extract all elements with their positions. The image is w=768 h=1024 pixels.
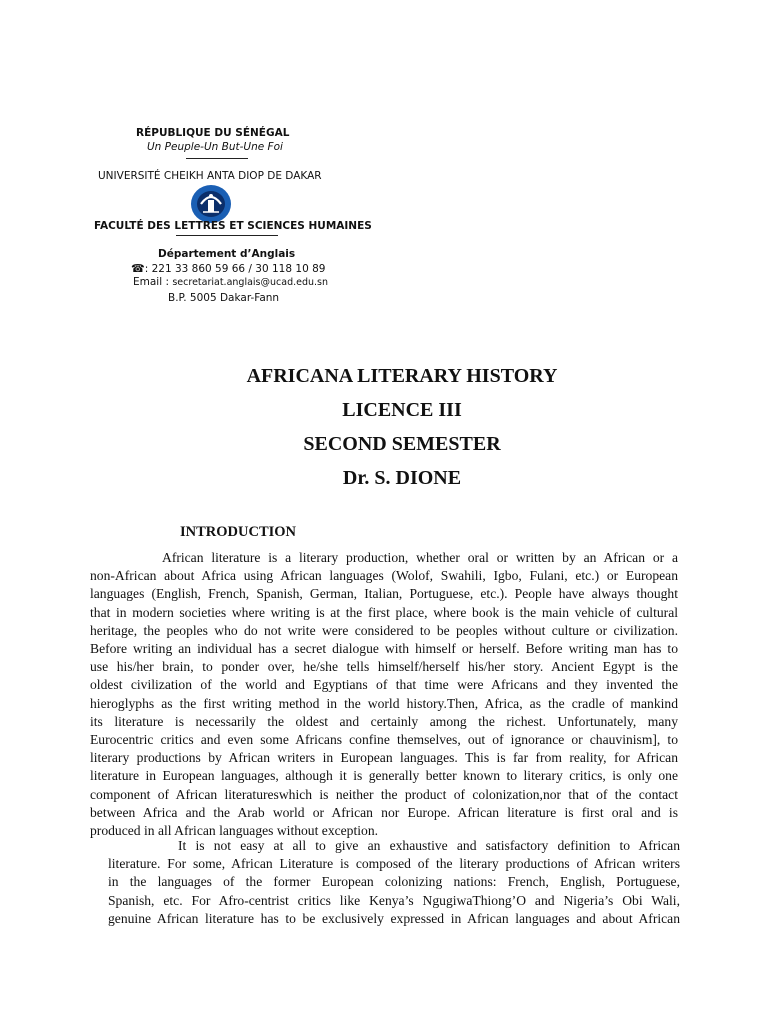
phone-number: : 221 33 860 59 66 / 30 118 10 89 (144, 263, 326, 275)
email-line (133, 276, 328, 288)
paragraph-line: between Africa and the Arab world or African nor Europe. African literature is first oral and is (90, 804, 678, 820)
national-motto: Un Peuple-Un But-Une Foi (147, 141, 283, 153)
paragraph-line: hieroglyphs as the first writing method in the world history.Then, Africa, as the cradle of mankind (90, 695, 678, 711)
email-address[interactable]: secretariat.anglais@ucad.edu.sn (172, 277, 329, 288)
paragraph-line: literary productions by African writers in European languages. This is far from reality, for African (90, 750, 678, 766)
paragraph-line: Spanish, etc. For Afro-centrist critics like Kenya’s NgugiwaThiong’O and Nigeria’s Obi Wali, (108, 892, 680, 908)
paragraph-line: literature. For some, African Literature is composed of the literary productions of African writers (108, 856, 680, 872)
university-name: UNIVERSITÉ CHEIKH ANTA DIOP DE DAKAR (98, 170, 322, 182)
paragraph-line: in the languages of the former European colonizing nations: French, English, Portuguese, (108, 874, 680, 890)
paragraph-line: oldest civilization of the world and Egyptians of that time were Africans and they invented the (90, 677, 678, 693)
course-title: AFRICANA LITERARY HISTORY (246, 365, 558, 387)
republic-title: RÉPUBLIQUE DU SÉNÉGAL (136, 127, 290, 139)
postal-address: B.P. 5005 Dakar-Fann (168, 292, 280, 304)
paragraph-line: non-African about Africa using African languages (Wolof, Swahili, Igbo, Fulani, etc.) or European (90, 568, 678, 584)
phone-icon: ☎ (131, 262, 145, 275)
paragraph-line: Eurocentric critics and even some Africans confine themselves, out of ignorance or chauvinism], to (90, 732, 678, 748)
level-title: LICENCE III (342, 399, 462, 421)
paragraph-line: genuine African literature has to be exclusively expressed in African languages and about African (108, 910, 680, 926)
semester-title: SECOND SEMESTER (303, 433, 501, 455)
paragraph-2 (108, 837, 680, 928)
paragraph-line: use his/her brain, to ponder over, he/she tells himself/herself his/her story. Ancient Egypt is the (90, 659, 678, 675)
department-name: Département d’Anglais (158, 248, 296, 260)
teacher-name: Dr. S. DIONE (342, 467, 462, 489)
paragraph-line: It is not easy at all to give an exhaustive and satisfactory definition to African (178, 838, 680, 853)
paragraph-line: heritage, the peoples who do not write were considered to be peoples without culture or civilization. (90, 622, 678, 638)
paragraph-line: languages (English, French, Spanish, German, Italian, Portuguese, etc.). People have always thought (90, 586, 678, 602)
paragraph-1 (90, 549, 678, 840)
paragraph-line: produced in all African languages without exception. (90, 823, 379, 839)
faculty-underline (176, 235, 278, 236)
paragraph-line: that in modern societies where writing is at the first place, where book is the main vehicle of cultural (90, 604, 678, 620)
faculty-name: FACULTÉ DES LETTRES ET SCIENCES HUMAINES (94, 220, 372, 232)
motto-underline (186, 158, 248, 159)
section-heading: INTRODUCTION (180, 524, 297, 540)
phone-line (131, 262, 325, 275)
university-logo-icon (187, 184, 235, 224)
paragraph-line: component of African literatureswhich is neither the product of colonization,nor that of the contact (90, 786, 678, 802)
paragraph-line: its literature is necessarily the oldest and certainly among the richest. Unfortunately, many (90, 713, 678, 729)
email-label: Email : (133, 276, 170, 288)
paragraph-line: literature in European languages, although it is generally better known to literary critics, is only one (90, 768, 678, 784)
paragraph-line: African literature is a literary production, whether oral or written by an African or a (162, 550, 678, 565)
paragraph-line: Before writing an individual has a secret dialogue with himself or herself. Before writing man has to (90, 641, 678, 657)
